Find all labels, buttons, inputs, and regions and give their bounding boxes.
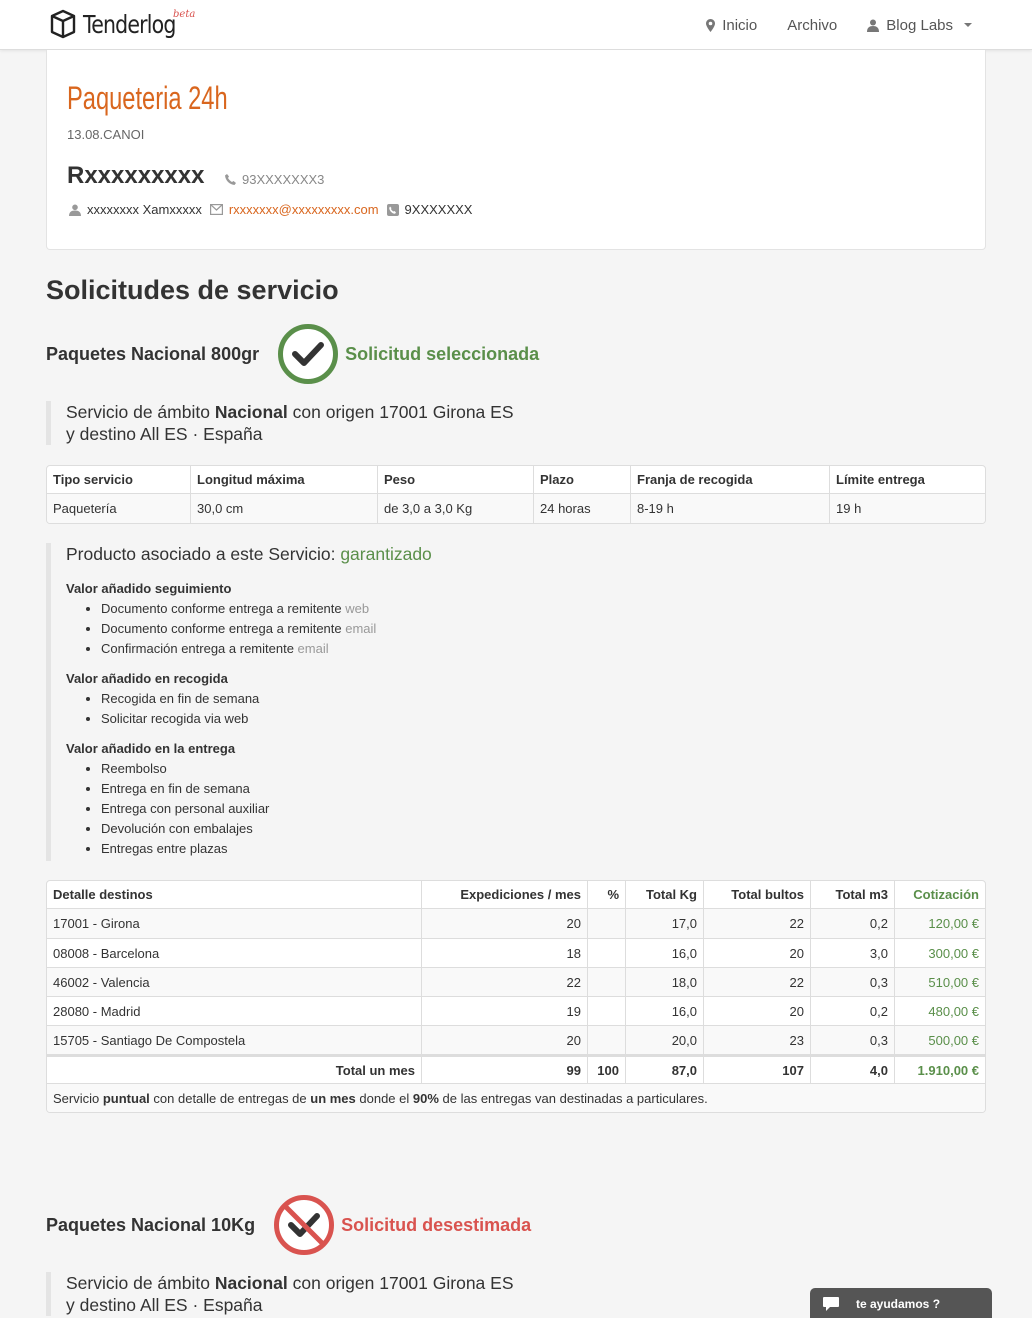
dest-cell: 20 [421, 1025, 587, 1054]
dest-header: Detalle destinos [47, 881, 421, 909]
map-marker-icon [706, 19, 715, 32]
list-item: • Documento conforme entrega a remitente email [101, 619, 466, 639]
dest-header: Expediciones / mes [421, 881, 587, 909]
help-chat-button[interactable] [810, 1288, 992, 1318]
company-card [46, 50, 986, 250]
spec-cell: 24 horas [533, 494, 630, 523]
chat-bubble-icon [822, 1296, 840, 1312]
user-icon [867, 19, 879, 32]
dest-cell: 23 [703, 1025, 810, 1054]
dest-cell [587, 996, 625, 1025]
contact-email-link[interactable]: rxxxxxxx@xxxxxxxxx.com [228, 202, 379, 217]
description-line-1: Servicio de ámbito Nacional con origen 17001 Girona ES [66, 402, 514, 422]
value-group-title: Valor añadido en la entrega [66, 741, 236, 756]
total-cell: 4,0 [810, 1054, 894, 1083]
service-status: Solicitud desestimada [341, 1214, 532, 1235]
dest-cell: 20 [703, 996, 810, 1025]
list-item: • Entregas entre plazas [101, 839, 466, 859]
description-line-2: y destino All ES · España [66, 424, 263, 444]
contact-phone-number: 93XXXXXXX3 [242, 172, 325, 187]
phone-icon [225, 174, 236, 185]
list-item: • Reembolso [101, 759, 466, 779]
dest-cell [587, 909, 625, 938]
dest-cell: 46002 - Valencia [47, 967, 421, 996]
spec-header: Tipo servicio [47, 466, 190, 494]
dest-cell: 08008 - Barcelona [47, 938, 421, 967]
nav-archivo[interactable] [787, 17, 837, 34]
envelope-icon [210, 204, 223, 215]
check-circle-icon [277, 323, 339, 385]
contact-details [69, 202, 472, 217]
rejected-circle-icon [273, 1194, 335, 1256]
main-nav [706, 0, 972, 50]
service-header-2 [46, 1194, 531, 1256]
dest-cell: 480,00 € [894, 996, 985, 1025]
contact-name: Rxxxxxxxxx [67, 162, 205, 189]
total-cell: 1.910,00 € [894, 1054, 985, 1083]
service-header-1 [46, 323, 539, 385]
brand[interactable] [48, 9, 196, 41]
user-icon [69, 204, 81, 216]
dest-cell: 500,00 € [894, 1025, 985, 1054]
dest-cell: 0,2 [810, 996, 894, 1025]
value-group-pickup [66, 669, 466, 729]
dest-cell: 20,0 [625, 1025, 703, 1054]
company-name: Paqueteria 24h [67, 80, 228, 116]
dest-header: Total Kg [625, 881, 703, 909]
dest-cell: 16,0 [625, 938, 703, 967]
list-item: • Confirmación entrega a remitente email [101, 639, 466, 659]
fax-icon [387, 204, 399, 216]
dest-cell: 19 [421, 996, 587, 1025]
dest-cell: 20 [703, 938, 810, 967]
list-item: • Documento conforme entrega a remitente web [101, 599, 466, 619]
total-cell: 100 [587, 1054, 625, 1083]
company-code: 13.08.CANOI [67, 127, 145, 142]
destinations-table [46, 880, 986, 1113]
service-status: Solicitud seleccionada [345, 343, 540, 364]
dest-cell: 28080 - Madrid [47, 996, 421, 1025]
service-description-2 [46, 1272, 514, 1316]
nav-inicio[interactable] [706, 17, 757, 34]
product-title: Producto asociado a este Servicio: garantizado [66, 544, 432, 564]
dest-cell: 17,0 [625, 909, 703, 938]
spec-cell: Paquetería [47, 494, 190, 523]
service-description-1 [46, 401, 514, 445]
dest-cell: 17001 - Girona [47, 909, 421, 938]
list-item: • Solicitar recogida via web [101, 709, 466, 729]
service-spec-table [46, 465, 986, 524]
table-row [47, 938, 985, 967]
spec-header: Peso [377, 466, 533, 494]
description-line-2: y destino All ES · España [66, 1295, 263, 1315]
total-cell: 99 [421, 1054, 587, 1083]
value-group-title: Valor añadido seguimiento [66, 581, 232, 596]
dest-cell: 15705 - Santiago De Compostela [47, 1025, 421, 1054]
dest-header: Cotización [894, 881, 985, 909]
service-note: Servicio puntual con detalle de entregas de un mes donde el 90% de las entregas van destinadas a particulares. [47, 1083, 985, 1112]
list-item: • Entrega en fin de semana [101, 779, 466, 799]
table-row [47, 996, 985, 1025]
dest-cell: 0,2 [810, 909, 894, 938]
value-group-title: Valor añadido en recogida [66, 671, 228, 686]
total-row [47, 1054, 985, 1083]
dest-cell [587, 938, 625, 967]
nav-user-menu[interactable] [867, 17, 972, 34]
dest-cell: 120,00 € [894, 909, 985, 938]
total-cell: 87,0 [625, 1054, 703, 1083]
nav-inicio-label: Inicio [722, 16, 758, 34]
brand-name: Tenderlog [83, 10, 176, 39]
section-title: Solicitudes de servicio [46, 275, 339, 305]
dest-cell [587, 1025, 625, 1054]
dest-header: Total bultos [703, 881, 810, 909]
dest-cell: 3,0 [810, 938, 894, 967]
value-group-tracking [66, 579, 466, 659]
total-cell: 107 [703, 1054, 810, 1083]
nav-user-label: Blog Labs [886, 16, 953, 34]
spec-cell: 8-19 h [630, 494, 829, 523]
nav-archivo-label: Archivo [787, 16, 838, 34]
service-name: Paquetes Nacional 800gr [46, 343, 260, 364]
spec-cell: 19 h [829, 494, 985, 523]
contact-person: xxxxxxxx Xamxxxxx [87, 202, 202, 217]
table-row [47, 967, 985, 996]
beta-badge: beta [173, 9, 196, 20]
table-row [47, 494, 985, 523]
description-line-1: Servicio de ámbito Nacional con origen 17001 Girona ES [66, 1273, 514, 1293]
product-box [46, 543, 466, 861]
tenderlog-logo-icon [48, 9, 78, 39]
contact-fax: 9XXXXXXX [404, 202, 473, 217]
spec-cell: 30,0 cm [190, 494, 377, 523]
dest-cell [587, 967, 625, 996]
spec-header: Franja de recogida [630, 466, 829, 494]
help-button-label: te ayudamos ? [856, 1297, 941, 1311]
dest-cell: 16,0 [625, 996, 703, 1025]
table-row [47, 1025, 985, 1054]
dest-cell: 510,00 € [894, 967, 985, 996]
dest-cell: 0,3 [810, 967, 894, 996]
dest-cell: 22 [703, 909, 810, 938]
dest-cell: 22 [703, 967, 810, 996]
contact-phone [225, 172, 324, 187]
total-label: Total un mes [47, 1054, 421, 1083]
top-navbar [0, 0, 1032, 50]
chevron-down-icon [964, 23, 972, 27]
note-row [47, 1083, 985, 1112]
spec-header: Límite entrega [829, 466, 985, 494]
value-group-delivery [66, 739, 466, 859]
dest-cell: 18,0 [625, 967, 703, 996]
dest-header: % [587, 881, 625, 909]
list-item: • Entrega con personal auxiliar [101, 799, 466, 819]
dest-cell: 20 [421, 909, 587, 938]
spec-cell: de 3,0 a 3,0 Kg [377, 494, 533, 523]
dest-cell: 0,3 [810, 1025, 894, 1054]
spec-header: Plazo [533, 466, 630, 494]
list-item: • Devolución con embalajes [101, 819, 466, 839]
dest-cell: 300,00 € [894, 938, 985, 967]
service-name: Paquetes Nacional 10Kg [46, 1214, 256, 1235]
list-item: • Recogida en fin de semana [101, 689, 466, 709]
dest-cell: 18 [421, 938, 587, 967]
dest-cell: 22 [421, 967, 587, 996]
dest-header: Total m3 [810, 881, 894, 909]
table-row [47, 909, 985, 938]
spec-header: Longitud máxima [190, 466, 377, 494]
